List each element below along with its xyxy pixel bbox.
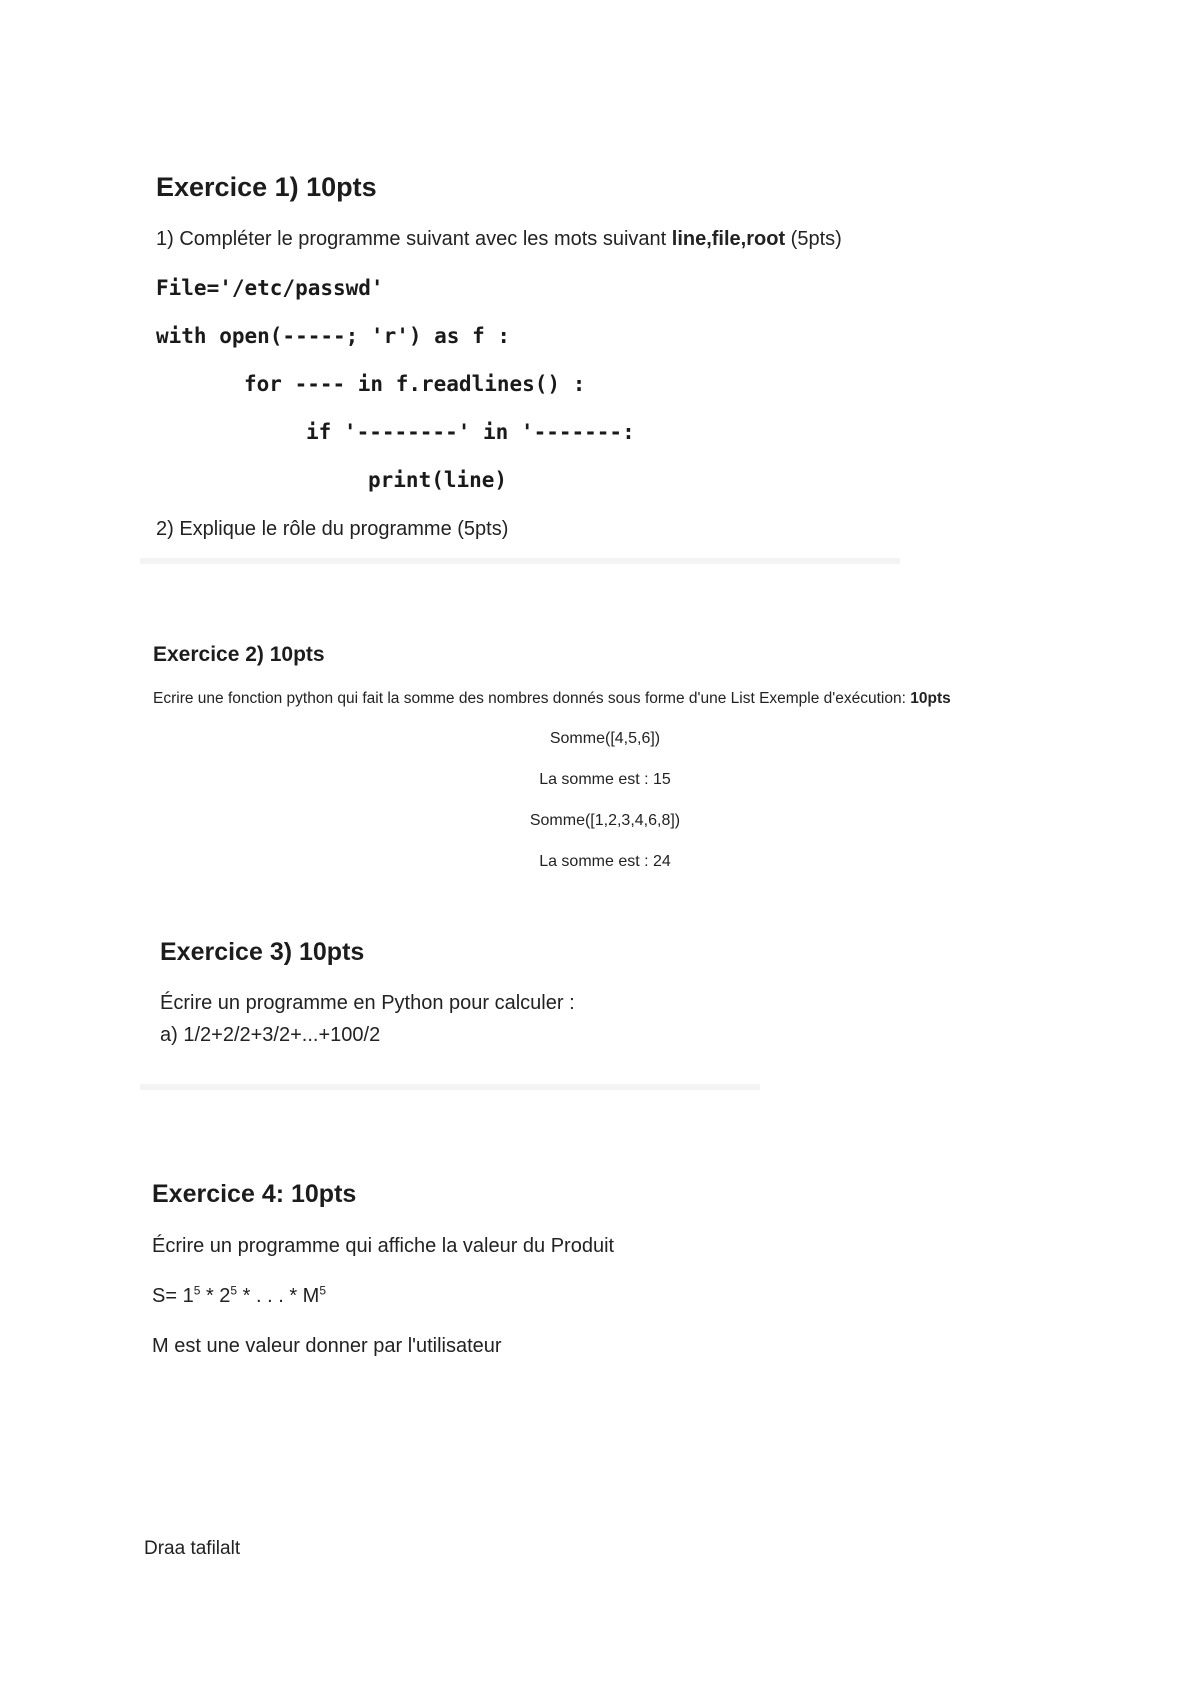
exercise-4-line-1: Écrire un programme qui affiche la valeur du Produit <box>152 1235 615 1257</box>
formula-mid: * 2 <box>200 1285 231 1307</box>
exercise-2-statement <box>153 690 951 708</box>
formula-exp-1: 5 <box>193 1283 201 1298</box>
code-line-2: with open(-----; 'r') as f : <box>156 324 511 348</box>
q1-words: line,file,root <box>671 228 786 250</box>
exercise-1-question-2: 2) Explique le rôle du programme (5pts) <box>156 518 509 540</box>
exercise-3-line-1: Écrire un programme en Python pour calculer : <box>160 992 575 1014</box>
formula-exp-2: 5 <box>230 1283 238 1298</box>
code-line-4: if '--------' in '-------: <box>306 420 635 444</box>
formula-exp-3: 5 <box>319 1283 327 1298</box>
q1-suffix: (5pts) <box>785 228 842 250</box>
example-call-1: Somme([4,5,6]) <box>549 730 661 747</box>
divider <box>140 558 900 564</box>
example-result-2: La somme est : 24 <box>539 853 671 870</box>
ex2-statement-points: 10pts <box>910 690 951 707</box>
exercise-1-question-1 <box>156 228 842 251</box>
formula-dots: * . . . * M <box>237 1285 320 1307</box>
code-line-3: for ---- in f.readlines() : <box>244 372 586 396</box>
code-line-5: print(line) <box>368 468 508 492</box>
exercise-4-line-3: M est une valeur donner par l'utilisateur <box>152 1335 502 1357</box>
example-result-1: La somme est : 15 <box>539 771 671 788</box>
exercise-2-title: Exercice 2) 10pts <box>153 643 325 666</box>
exercise-4-formula <box>152 1285 326 1308</box>
formula-s: S= 1 <box>152 1285 194 1307</box>
exercise-3-line-2: a) 1/2+2/2+3/2+...+100/2 <box>160 1024 381 1046</box>
q1-prefix: 1) Compléter le programme suivant avec les mots suivant <box>156 228 672 250</box>
exercise-4-title: Exercice 4: 10pts <box>152 1180 357 1208</box>
exercise-1-title: Exercice 1) 10pts <box>156 172 377 202</box>
divider <box>140 1084 760 1090</box>
exercise-3-title: Exercice 3) 10pts <box>160 938 365 966</box>
footer-text: Draa tafilalt <box>144 1538 241 1559</box>
code-line-1: File='/etc/passwd' <box>156 276 384 300</box>
example-call-2: Somme([1,2,3,4,6,8]) <box>529 812 681 829</box>
ex2-statement-text: Ecrire une fonction python qui fait la somme des nombres donnés sous forme d'une List Exemple d'exécution: <box>153 690 911 707</box>
